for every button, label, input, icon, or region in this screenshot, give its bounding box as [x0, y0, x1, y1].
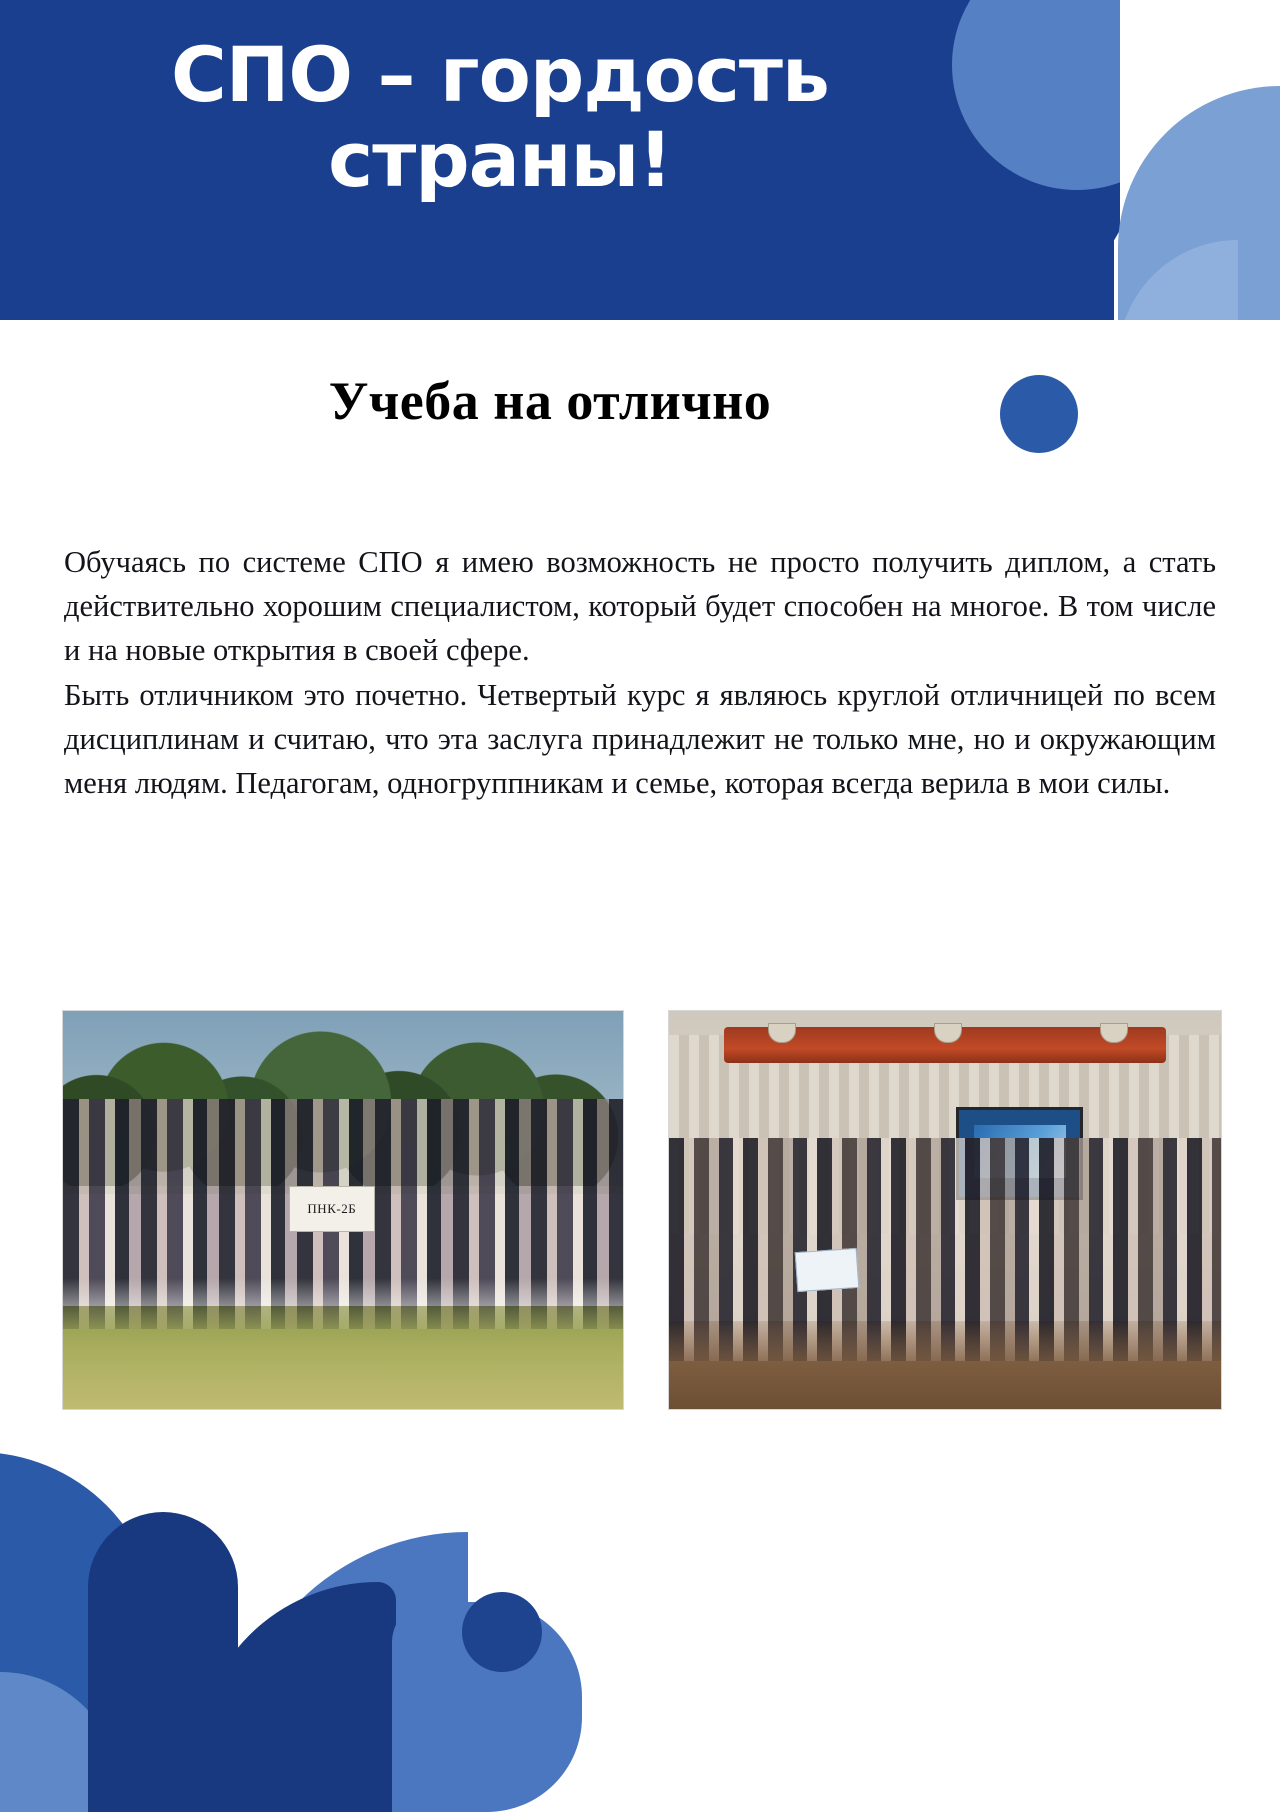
article-paragraph-2: Быть отличником это почетно. Четвертый курс я являюсь круглой отличницей по всем дисциплинам и считаю, что эта заслуга принадлежит не только мне, но и окружающим меня людям. Педагогам, одногруппникам и семье, которая всегда верила в мои силы.	[64, 677, 1216, 801]
article-paragraph-1: Обучаясь по системе СПО я имею возможность не просто получить диплом, а стать действительно хорошим специалистом, который будет способен на многое. В том числе и на новые открытия в своей сфере.	[64, 545, 1216, 668]
photo-hall-lamp-right	[1100, 1023, 1128, 1043]
photo-certificate	[795, 1248, 860, 1292]
photo-students-hall	[668, 1010, 1222, 1410]
page-title: СПО – гордость страны!	[171, 30, 829, 205]
article-body	[64, 540, 1216, 805]
section-heading-container	[0, 370, 1100, 432]
heading-dot-decoration	[1000, 375, 1078, 453]
page-header	[0, 0, 1280, 320]
footer-decoration	[0, 1392, 700, 1812]
section-heading: Учеба на отлично	[328, 371, 772, 431]
footer-shape-dot	[462, 1592, 542, 1672]
photo-gallery	[62, 1010, 1222, 1410]
photo-students-outdoors	[62, 1010, 624, 1410]
photo-hall-group	[669, 1138, 1221, 1361]
photo-group-sign: ПНК-2Б	[289, 1186, 375, 1232]
